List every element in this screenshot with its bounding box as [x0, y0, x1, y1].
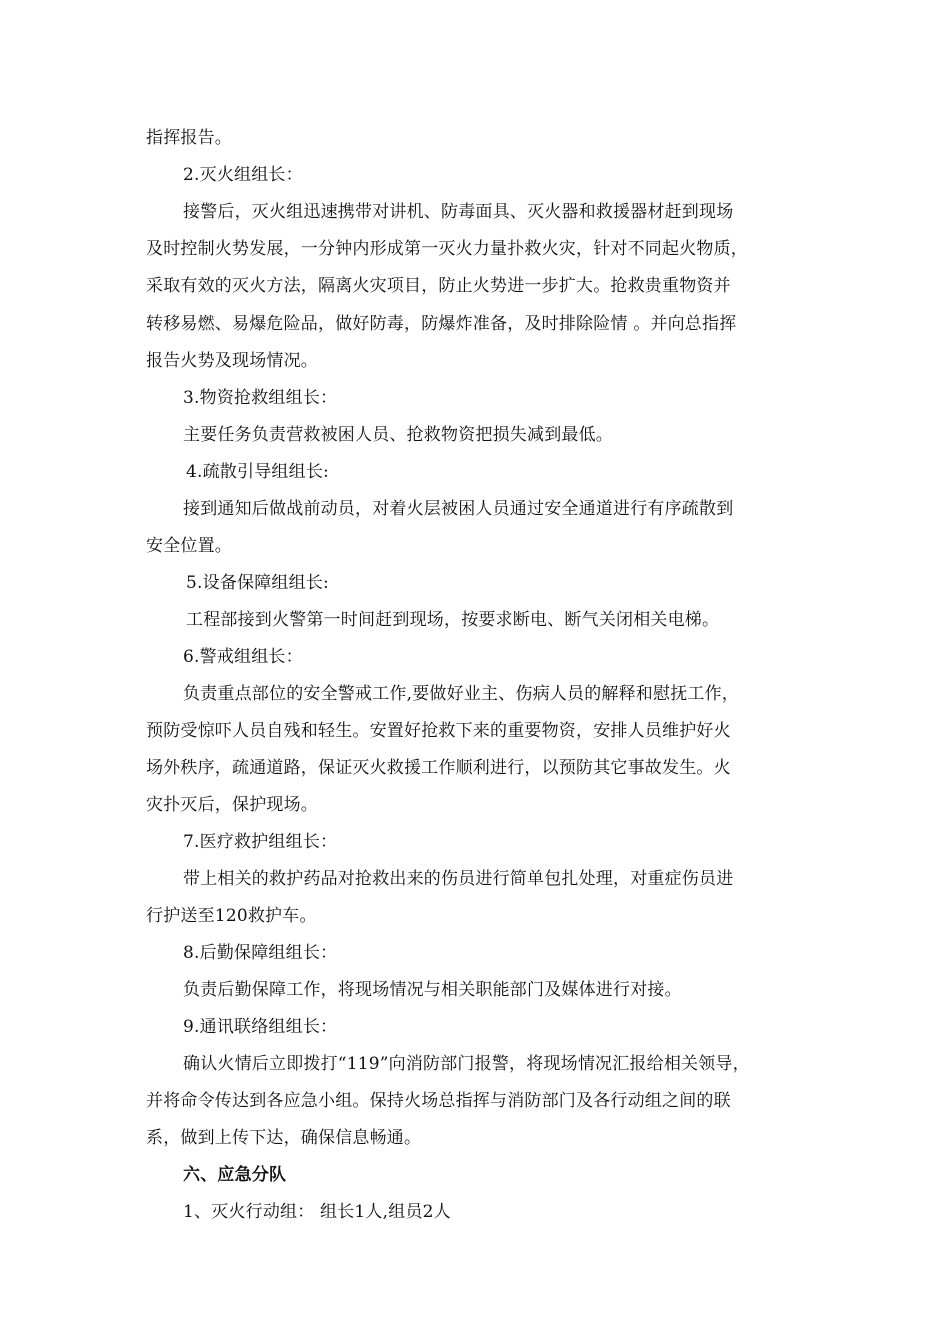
heading-fire-team: 2.灭火组组长： [183, 165, 303, 185]
text-line: 确认火情后立即拨打“119”向消防部门报警，将现场情况汇报给相关领导， [183, 1054, 750, 1074]
text-line: 转移易燃、易爆危险品，做好防毒，防爆炸准备，及时排除险情 。并向总指挥 [146, 314, 737, 334]
text-line: 1、灭火行动组： 组长1人,组员2人 [183, 1202, 451, 1222]
heading-rescue-team: 3.物资抢救组组长： [183, 388, 338, 408]
text-line: 预防受惊吓人员自残和轻生。安置好抢救下来的重要物资，安排人员维护好火 [146, 721, 731, 741]
text-line: 安全位置。 [146, 536, 232, 556]
section-heading-emergency-squads: 六、应急分队 [183, 1165, 287, 1185]
text-line: 系，做到上传下达，确保信息畅通。 [146, 1128, 422, 1148]
text-line: 接到通知后做战前动员，对着火层被困人员通过安全通道进行有序疏散到 [183, 499, 734, 519]
text-line: 负责重点部位的安全警戒工作,要做好业主、伤病人员的解释和慰抚工作， [183, 684, 740, 704]
text-line: 场外秩序，疏通道路，保证灭火救援工作顺利进行，以预防其它事故发生。火 [146, 758, 731, 778]
text-line: 并将命令传达到各应急小组。保持火场总指挥与消防部门及各行动组之间的联 [146, 1091, 731, 1111]
text-line: 带上相关的救护药品对抢救出来的伤员进行简单包扎处理，对重症伤员进 [183, 869, 734, 889]
text-line: 负责后勤保障工作，将现场情况与相关职能部门及媒体进行对接。 [183, 980, 682, 1000]
text-line: 及时控制火势发展，一分钟内形成第一灭火力量扑救火灾，针对不同起火物质， [146, 239, 748, 259]
heading-communication-team: 9.通讯联络组组长： [183, 1017, 338, 1037]
heading-evacuation-team: 4.疏散引导组组长: [186, 462, 329, 482]
text-line: 主要任务负责营救被困人员、抢救物资把损失减到最低。 [183, 425, 613, 445]
text-line: 指挥报告。 [146, 128, 232, 148]
heading-guard-team: 6.警戒组组长： [183, 647, 303, 667]
text-line: 灾扑灭后，保护现场。 [146, 795, 318, 815]
text-line: 行护送至120救护车。 [146, 906, 317, 926]
heading-logistics-team: 8.后勤保障组组长： [183, 943, 338, 963]
text-line: 工程部接到火警第一时间赶到现场，按要求断电、断气关闭相关电梯。 [186, 610, 720, 630]
text-line: 采取有效的灭火方法，隔离火灾项目，防止火势进一步扩大。抢救贵重物资并 [146, 276, 731, 296]
heading-equipment-team: 5.设备保障组组长: [186, 573, 329, 593]
heading-medical-team: 7.医疗救护组组长： [183, 832, 338, 852]
text-line: 报告火势及现场情况。 [146, 351, 318, 371]
text-line: 接警后，灭火组迅速携带对讲机、防毒面具、灭火器和救援器材赶到现场 [183, 202, 734, 222]
